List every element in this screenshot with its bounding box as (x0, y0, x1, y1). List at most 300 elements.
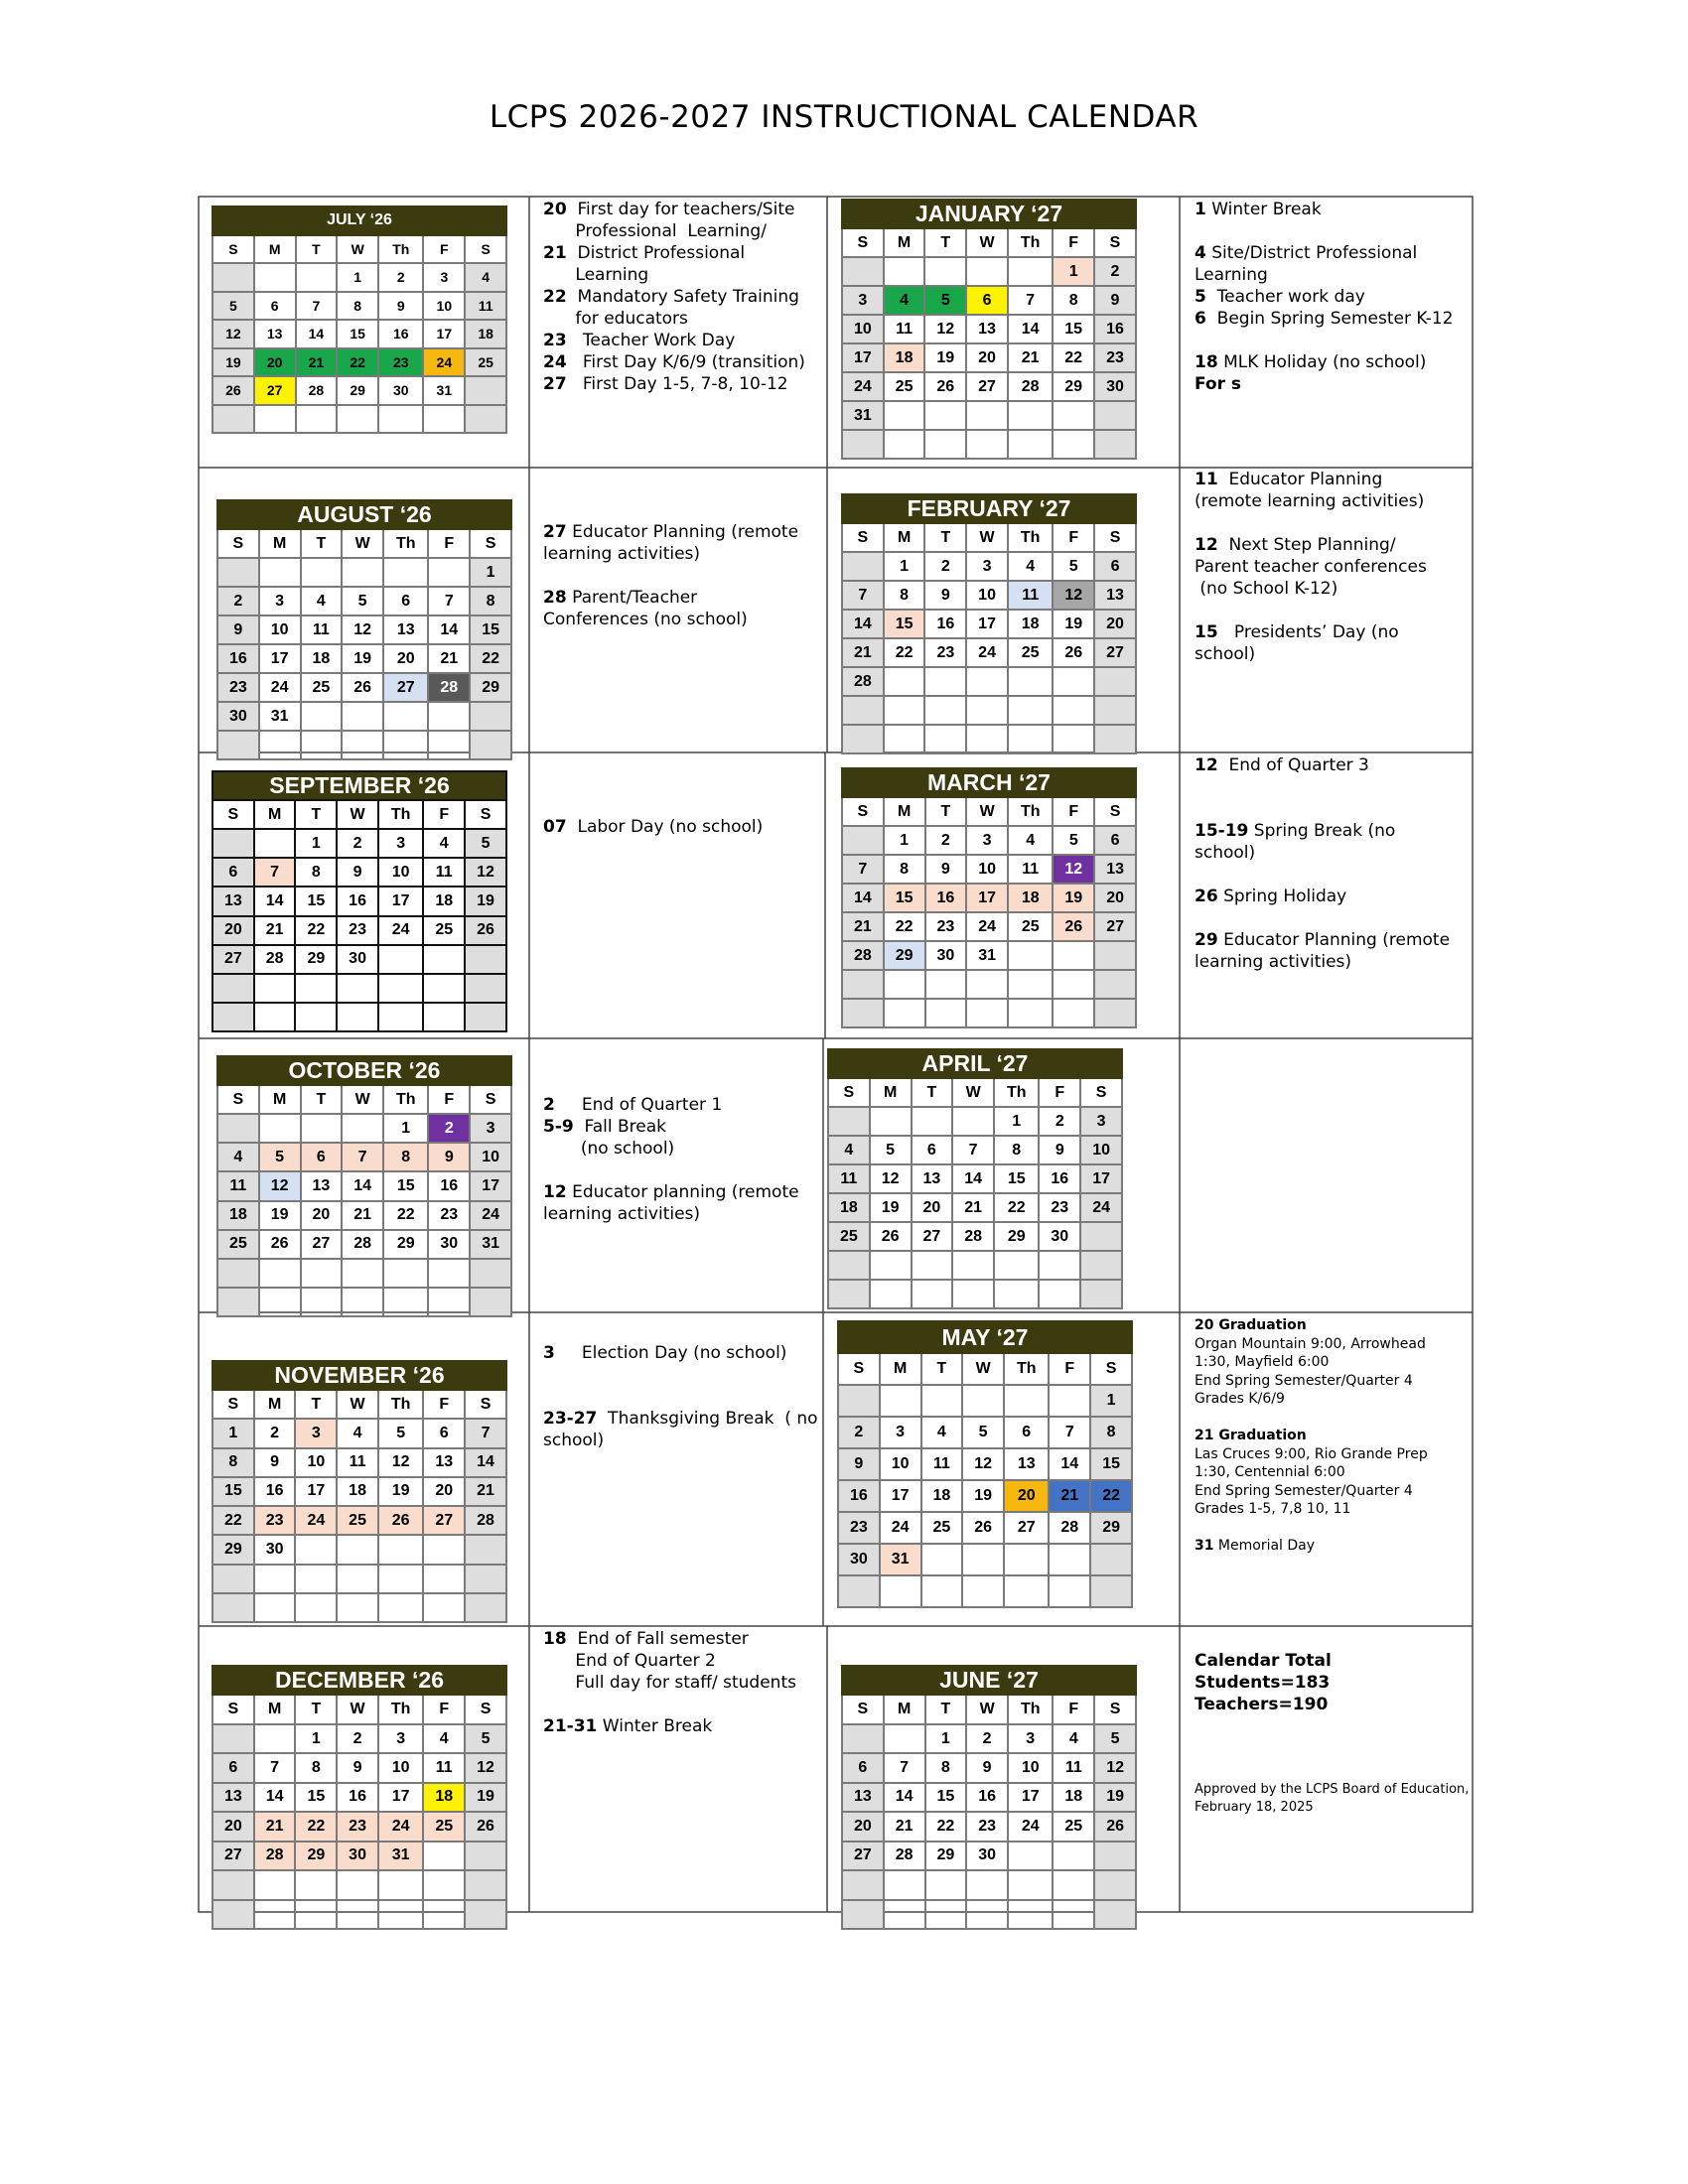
empty-day-cell (1094, 970, 1136, 999)
empty-day-cell (842, 970, 884, 999)
calendar-day: 23 (378, 348, 423, 377)
empty-day-cell (1004, 1385, 1049, 1417)
empty-day-cell (1008, 401, 1053, 430)
calendar-day: 13 (383, 615, 428, 644)
weekday-header: M (254, 235, 296, 264)
calendar-day: 24 (470, 1201, 511, 1230)
calendar-day: 16 (925, 884, 967, 912)
calendar-day: 7 (465, 1419, 506, 1447)
calendar-day: 31 (423, 376, 465, 405)
empty-day-cell (1094, 941, 1136, 970)
empty-day-cell (217, 1288, 259, 1316)
calendar-day: 31 (470, 1230, 511, 1259)
empty-day-cell (1080, 1222, 1122, 1251)
calendar-day: 26 (465, 916, 506, 945)
empty-day-cell (842, 1900, 884, 1929)
calendar-day: 23 (838, 1512, 880, 1544)
empty-day-cell (921, 1544, 963, 1575)
empty-day-cell (342, 1259, 383, 1288)
calendar-day: 27 (383, 673, 428, 702)
empty-day-cell (423, 1870, 465, 1899)
calendar-day: 10 (378, 1753, 423, 1782)
calendar-day: 5 (259, 1143, 301, 1171)
note-line: Approved by the LCPS Board of Education, (1195, 1782, 1470, 1797)
calendar-day: 10 (470, 1143, 511, 1171)
note-line (543, 1160, 799, 1181)
calendar-day: 25 (423, 916, 465, 945)
calendar-day: 18 (921, 1480, 963, 1512)
note-line: for educators (543, 309, 688, 329)
empty-day-cell (383, 558, 428, 587)
empty-day-cell (465, 1870, 506, 1899)
empty-day-cell (962, 1385, 1004, 1417)
empty-day-cell (884, 1900, 925, 1929)
calendar-day: 21 (842, 912, 884, 941)
empty-day-cell (966, 1900, 1008, 1929)
empty-day-cell (1094, 430, 1136, 459)
note-line: 6 Begin Spring Semester K-12 (1195, 309, 1454, 329)
note-line: End of Quarter 2 (543, 1651, 716, 1671)
empty-day-cell (465, 945, 506, 974)
calendar-day: 17 (966, 610, 1008, 638)
month-calendar (841, 767, 1137, 1028)
note-line: Full day for staff/ students (543, 1673, 796, 1693)
note-line (1195, 600, 1427, 621)
weekday-header: S (1094, 228, 1136, 257)
weekday-header: S (842, 797, 884, 826)
calendar-day: 19 (1094, 1783, 1136, 1812)
calendar-day: 6 (1094, 826, 1136, 855)
empty-day-cell (921, 1575, 963, 1607)
weekday-header: Th (383, 529, 428, 558)
calendar-day: 24 (880, 1512, 921, 1544)
calendar-day: 27 (212, 1842, 254, 1870)
empty-day-cell (259, 1288, 301, 1316)
note-line: 11 Educator Planning (1195, 470, 1383, 489)
calendar-day: 19 (924, 343, 966, 372)
calendar-day: 29 (1053, 372, 1094, 401)
note-line: Learning (1195, 265, 1268, 285)
calendar-day: 4 (1053, 1724, 1094, 1753)
calendar-day: 28 (952, 1222, 994, 1251)
weekday-header: W (966, 797, 1008, 826)
calendar-day: 6 (966, 286, 1008, 315)
note-line: Grades K/6/9 (1195, 1391, 1285, 1407)
calendar-day: 3 (423, 263, 465, 292)
calendar-day: 1 (383, 1114, 428, 1143)
weekday-header: Th (1004, 1353, 1049, 1385)
calendar-day: 31 (259, 702, 301, 731)
weekday-header: T (296, 235, 338, 264)
empty-day-cell (912, 1251, 953, 1280)
empty-day-cell (254, 1870, 296, 1899)
empty-day-cell (212, 974, 254, 1003)
calendar-day: 6 (254, 292, 296, 321)
calendar-day: 31 (880, 1544, 921, 1575)
note-line: 4 Site/District Professional (1195, 243, 1418, 263)
note-line: 3 Election Day (no school) (543, 1343, 787, 1363)
empty-day-cell (428, 731, 470, 759)
calendar-day: 20 (254, 348, 296, 377)
calendar-day: 13 (966, 315, 1008, 343)
note-line: 1:30, Mayfield 6:00 (1195, 1354, 1330, 1370)
calendar-day: 9 (925, 855, 967, 884)
empty-day-cell (470, 1288, 511, 1316)
empty-day-cell (1008, 257, 1053, 286)
empty-day-cell (1053, 696, 1094, 725)
calendar-day: 30 (337, 945, 378, 974)
empty-day-cell (1008, 696, 1053, 725)
calendar-day: 10 (1080, 1136, 1122, 1164)
calendar-day: 25 (217, 1230, 259, 1259)
calendar-day: 6 (383, 587, 428, 615)
calendar-day: 10 (423, 292, 465, 321)
note-line: 15 Presidents’ Day (no (1195, 622, 1399, 642)
calendar-day: 17 (842, 343, 884, 372)
note-line: 23 Teacher Work Day (543, 331, 736, 350)
empty-day-cell (342, 1288, 383, 1316)
calendar-day: 27 (212, 945, 254, 974)
month-name: DECEMBER ‘26 (212, 1666, 506, 1695)
calendar-day: 2 (428, 1114, 470, 1143)
empty-day-cell (838, 1575, 880, 1607)
empty-day-cell (1094, 725, 1136, 753)
empty-day-cell (428, 702, 470, 731)
calendar-day: 4 (884, 286, 925, 315)
empty-day-cell (1080, 1251, 1122, 1280)
note-line: school) (1195, 843, 1256, 863)
empty-day-cell (295, 1535, 337, 1564)
note-line: (remote learning activities) (1195, 491, 1425, 511)
calendar-day: 14 (1008, 315, 1053, 343)
empty-day-cell (842, 725, 884, 753)
calendar-day: 15 (295, 887, 337, 915)
weekday-header: T (295, 800, 337, 829)
empty-day-cell (423, 974, 465, 1003)
calendar-day: 6 (212, 858, 254, 887)
note-line: Professional Learning/ (543, 221, 767, 241)
calendar-day: 26 (259, 1230, 301, 1259)
month-name: SEPTEMBER ‘26 (212, 771, 506, 800)
calendar-day: 30 (217, 702, 259, 731)
calendar-day: 12 (212, 320, 254, 348)
calendar-day: 25 (423, 1812, 465, 1841)
calendar-day: 30 (838, 1544, 880, 1575)
month-calendar (211, 1360, 507, 1623)
calendar-day: 24 (1080, 1193, 1122, 1222)
empty-day-cell (842, 696, 884, 725)
empty-day-cell (342, 702, 383, 731)
weekday-header: S (842, 523, 884, 552)
calendar-day: 21 (842, 638, 884, 667)
weekday-header: W (337, 235, 378, 264)
calendar-day: 25 (921, 1512, 963, 1544)
weekday-header: T (921, 1353, 963, 1385)
note-line: End Spring Semester/Quarter 4 (1195, 1482, 1413, 1499)
calendar-day: 23 (337, 1812, 378, 1841)
calendar-day: 21 (884, 1812, 925, 1841)
calendar-day: 16 (337, 887, 378, 915)
empty-day-cell (378, 1900, 423, 1929)
calendar-day: 23 (966, 1812, 1008, 1841)
calendar-day: 1 (1090, 1385, 1132, 1417)
calendar-day: 11 (921, 1448, 963, 1480)
calendar-day: 21 (1008, 343, 1053, 372)
calendar-day: 19 (212, 348, 254, 377)
empty-day-cell (1090, 1575, 1132, 1607)
weekday-header: W (337, 1390, 378, 1419)
note-line: Grades 1-5, 7,8 10, 11 (1195, 1501, 1351, 1517)
weekday-header: M (884, 228, 925, 257)
empty-day-cell (337, 1003, 378, 1031)
calendar-day: 17 (966, 884, 1008, 912)
calendar-day: 18 (1008, 610, 1053, 638)
calendar-day: 3 (295, 1419, 337, 1447)
note-line: For s (1195, 374, 1242, 394)
calendar-day: 19 (465, 887, 506, 915)
weekday-header: Th (1008, 1695, 1053, 1723)
empty-day-cell (254, 1724, 296, 1753)
empty-day-cell (1053, 725, 1094, 753)
calendar-day: 20 (301, 1201, 343, 1230)
calendar-day: 3 (842, 286, 884, 315)
calendar-day: 9 (337, 858, 378, 887)
weekday-header: F (423, 1390, 465, 1419)
empty-day-cell (378, 1870, 423, 1899)
calendar-day: 6 (212, 1753, 254, 1782)
calendar-day: 29 (1090, 1512, 1132, 1544)
note-line (1195, 1409, 1428, 1428)
empty-day-cell (378, 945, 423, 974)
note-line (1195, 1715, 1469, 1737)
empty-day-cell (254, 1900, 296, 1929)
calendar-day: 22 (1090, 1480, 1132, 1512)
calendar-day: 5 (924, 286, 966, 315)
empty-day-cell (1053, 999, 1094, 1027)
calendar-day: 21 (296, 348, 338, 377)
empty-day-cell (254, 263, 296, 292)
calendar-day: 2 (378, 263, 423, 292)
calendar-day: 26 (962, 1512, 1004, 1544)
calendar-day: 8 (925, 1753, 967, 1782)
note-line: 23-27 Thanksgiving Break ( no (543, 1409, 818, 1429)
empty-day-cell (842, 257, 884, 286)
calendar-day: 22 (470, 644, 511, 673)
month-notes-block (543, 1628, 796, 1737)
calendar-day: 5 (1094, 1724, 1136, 1753)
empty-day-cell (1039, 1251, 1080, 1280)
empty-day-cell (337, 1593, 378, 1622)
empty-day-cell (217, 1114, 259, 1143)
calendar-day: 23 (254, 1506, 296, 1535)
empty-day-cell (423, 405, 465, 434)
calendar-day: 26 (1053, 638, 1094, 667)
calendar-day: 20 (912, 1193, 953, 1222)
weekday-header: M (884, 797, 925, 826)
empty-day-cell (925, 1900, 967, 1929)
calendar-day: 31 (966, 941, 1008, 970)
empty-day-cell (1008, 1870, 1053, 1899)
calendar-day: 8 (383, 1143, 428, 1171)
calendar-day: 13 (301, 1171, 343, 1200)
empty-day-cell (301, 1288, 343, 1316)
calendar-day: 13 (423, 1448, 465, 1477)
empty-day-cell (254, 405, 296, 434)
weekday-header: S (465, 1390, 506, 1419)
weekday-header: S (1094, 1695, 1136, 1723)
empty-day-cell (423, 1593, 465, 1622)
empty-day-cell (254, 1565, 296, 1593)
calendar-day: 18 (465, 320, 506, 348)
calendar-day: 27 (423, 1506, 465, 1535)
month-name: APRIL ‘27 (828, 1049, 1122, 1078)
empty-day-cell (423, 1842, 465, 1870)
calendar-day: 21 (1049, 1480, 1090, 1512)
weekday-header: S (212, 800, 254, 829)
empty-day-cell (842, 1724, 884, 1753)
empty-day-cell (212, 1900, 254, 1929)
calendar-day: 20 (1094, 884, 1136, 912)
weekday-header: T (912, 1078, 953, 1107)
calendar-day: 24 (378, 916, 423, 945)
calendar-day: 13 (254, 320, 296, 348)
calendar-day: 7 (842, 581, 884, 610)
month-notes-block (1195, 754, 1450, 973)
weekday-header: W (342, 1085, 383, 1114)
calendar-day: 8 (337, 292, 378, 321)
empty-day-cell (212, 405, 254, 434)
weekday-header: Th (1008, 797, 1053, 826)
calendar-day: 11 (337, 1448, 378, 1477)
empty-day-cell (842, 552, 884, 581)
calendar-day: 17 (470, 1171, 511, 1200)
calendar-day: 27 (301, 1230, 343, 1259)
month-name: NOVEMBER ‘26 (212, 1361, 506, 1390)
calendar-day: 23 (1094, 343, 1136, 372)
calendar-day: 9 (217, 615, 259, 644)
weekday-header: S (1090, 1353, 1132, 1385)
calendar-day: 12 (465, 858, 506, 887)
note-line: 15-19 Spring Break (no (1195, 821, 1396, 841)
calendar-day: 11 (828, 1164, 870, 1193)
note-line: Teachers=190 (1195, 1695, 1329, 1714)
calendar-day: 6 (1004, 1417, 1049, 1448)
empty-day-cell (470, 731, 511, 759)
empty-day-cell (1053, 1870, 1094, 1899)
weekday-header: F (1039, 1078, 1080, 1107)
calendar-day: 27 (842, 1842, 884, 1870)
calendar-day: 25 (465, 348, 506, 377)
empty-day-cell (924, 667, 966, 696)
calendar-day: 24 (423, 348, 465, 377)
note-line: learning activities) (543, 544, 701, 564)
calendar-day: 30 (337, 1842, 378, 1870)
note-line: 27 First Day 1-5, 7-8, 10-12 (543, 374, 788, 394)
empty-day-cell (378, 974, 423, 1003)
calendar-day: 20 (212, 1812, 254, 1841)
empty-day-cell (295, 1565, 337, 1593)
weekday-header: M (870, 1078, 912, 1107)
note-line (1195, 512, 1427, 534)
calendar-day: 22 (212, 1506, 254, 1535)
note-line: Students=183 (1195, 1673, 1331, 1693)
calendar-day: 18 (828, 1193, 870, 1222)
empty-day-cell (1008, 667, 1053, 696)
calendar-day: 23 (217, 673, 259, 702)
note-line: 12 Next Step Planning/ (1195, 535, 1396, 555)
calendar-day: 25 (337, 1506, 378, 1535)
empty-day-cell (342, 731, 383, 759)
calendar-day: 22 (337, 348, 378, 377)
empty-day-cell (1049, 1575, 1090, 1607)
calendar-day: 13 (1004, 1448, 1049, 1480)
empty-day-cell (378, 1003, 423, 1031)
empty-day-cell (337, 405, 378, 434)
calendar-day: 5 (1053, 552, 1094, 581)
calendar-day: 30 (925, 941, 967, 970)
calendar-day: 3 (966, 552, 1008, 581)
calendar-day: 20 (1004, 1480, 1049, 1512)
note-line: 27 Educator Planning (remote (543, 522, 799, 542)
calendar-day: 16 (254, 1477, 296, 1506)
empty-day-cell (1049, 1544, 1090, 1575)
empty-day-cell (842, 430, 884, 459)
month-calendar (211, 205, 507, 434)
empty-day-cell (924, 401, 966, 430)
calendar-day: 13 (212, 887, 254, 915)
weekday-header: T (924, 523, 966, 552)
calendar-day: 16 (217, 644, 259, 673)
calendar-day: 13 (912, 1164, 953, 1193)
empty-day-cell (1008, 999, 1053, 1027)
calendar-day: 3 (1080, 1107, 1122, 1136)
empty-day-cell (423, 1565, 465, 1593)
empty-day-cell (423, 1003, 465, 1031)
calendar-day: 7 (254, 1753, 296, 1782)
calendar-day: 19 (962, 1480, 1004, 1512)
note-line (543, 1364, 818, 1386)
calendar-day: 29 (295, 945, 337, 974)
calendar-day: 18 (423, 1783, 465, 1812)
calendar-day: 4 (828, 1136, 870, 1164)
calendar-day: 28 (842, 941, 884, 970)
calendar-day: 5 (378, 1419, 423, 1447)
weekday-header: M (259, 1085, 301, 1114)
weekday-header: S (465, 235, 506, 264)
calendar-day: 8 (1053, 286, 1094, 315)
calendar-day: 7 (296, 292, 338, 321)
calendar-day: 30 (1039, 1222, 1080, 1251)
note-line (1195, 907, 1450, 929)
calendar-day: 25 (1008, 638, 1053, 667)
calendar-day: 13 (212, 1783, 254, 1812)
calendar-day: 1 (212, 1419, 254, 1447)
weekday-header: W (966, 523, 1008, 552)
empty-day-cell (1094, 1900, 1136, 1929)
weekday-header: Th (1008, 228, 1053, 257)
weekday-header: S (465, 1695, 506, 1723)
calendar-day: 17 (1008, 1783, 1053, 1812)
calendar-day: 10 (259, 615, 301, 644)
note-line: February 18, 2025 (1195, 1800, 1314, 1815)
calendar-day: 2 (966, 1724, 1008, 1753)
calendar-day: 2 (838, 1417, 880, 1448)
calendar-day: 11 (217, 1171, 259, 1200)
calendar-day: 13 (1094, 855, 1136, 884)
note-line: 20 Graduation (1195, 1317, 1307, 1333)
calendar-day: 22 (383, 1201, 428, 1230)
weekday-header: M (254, 1695, 296, 1723)
